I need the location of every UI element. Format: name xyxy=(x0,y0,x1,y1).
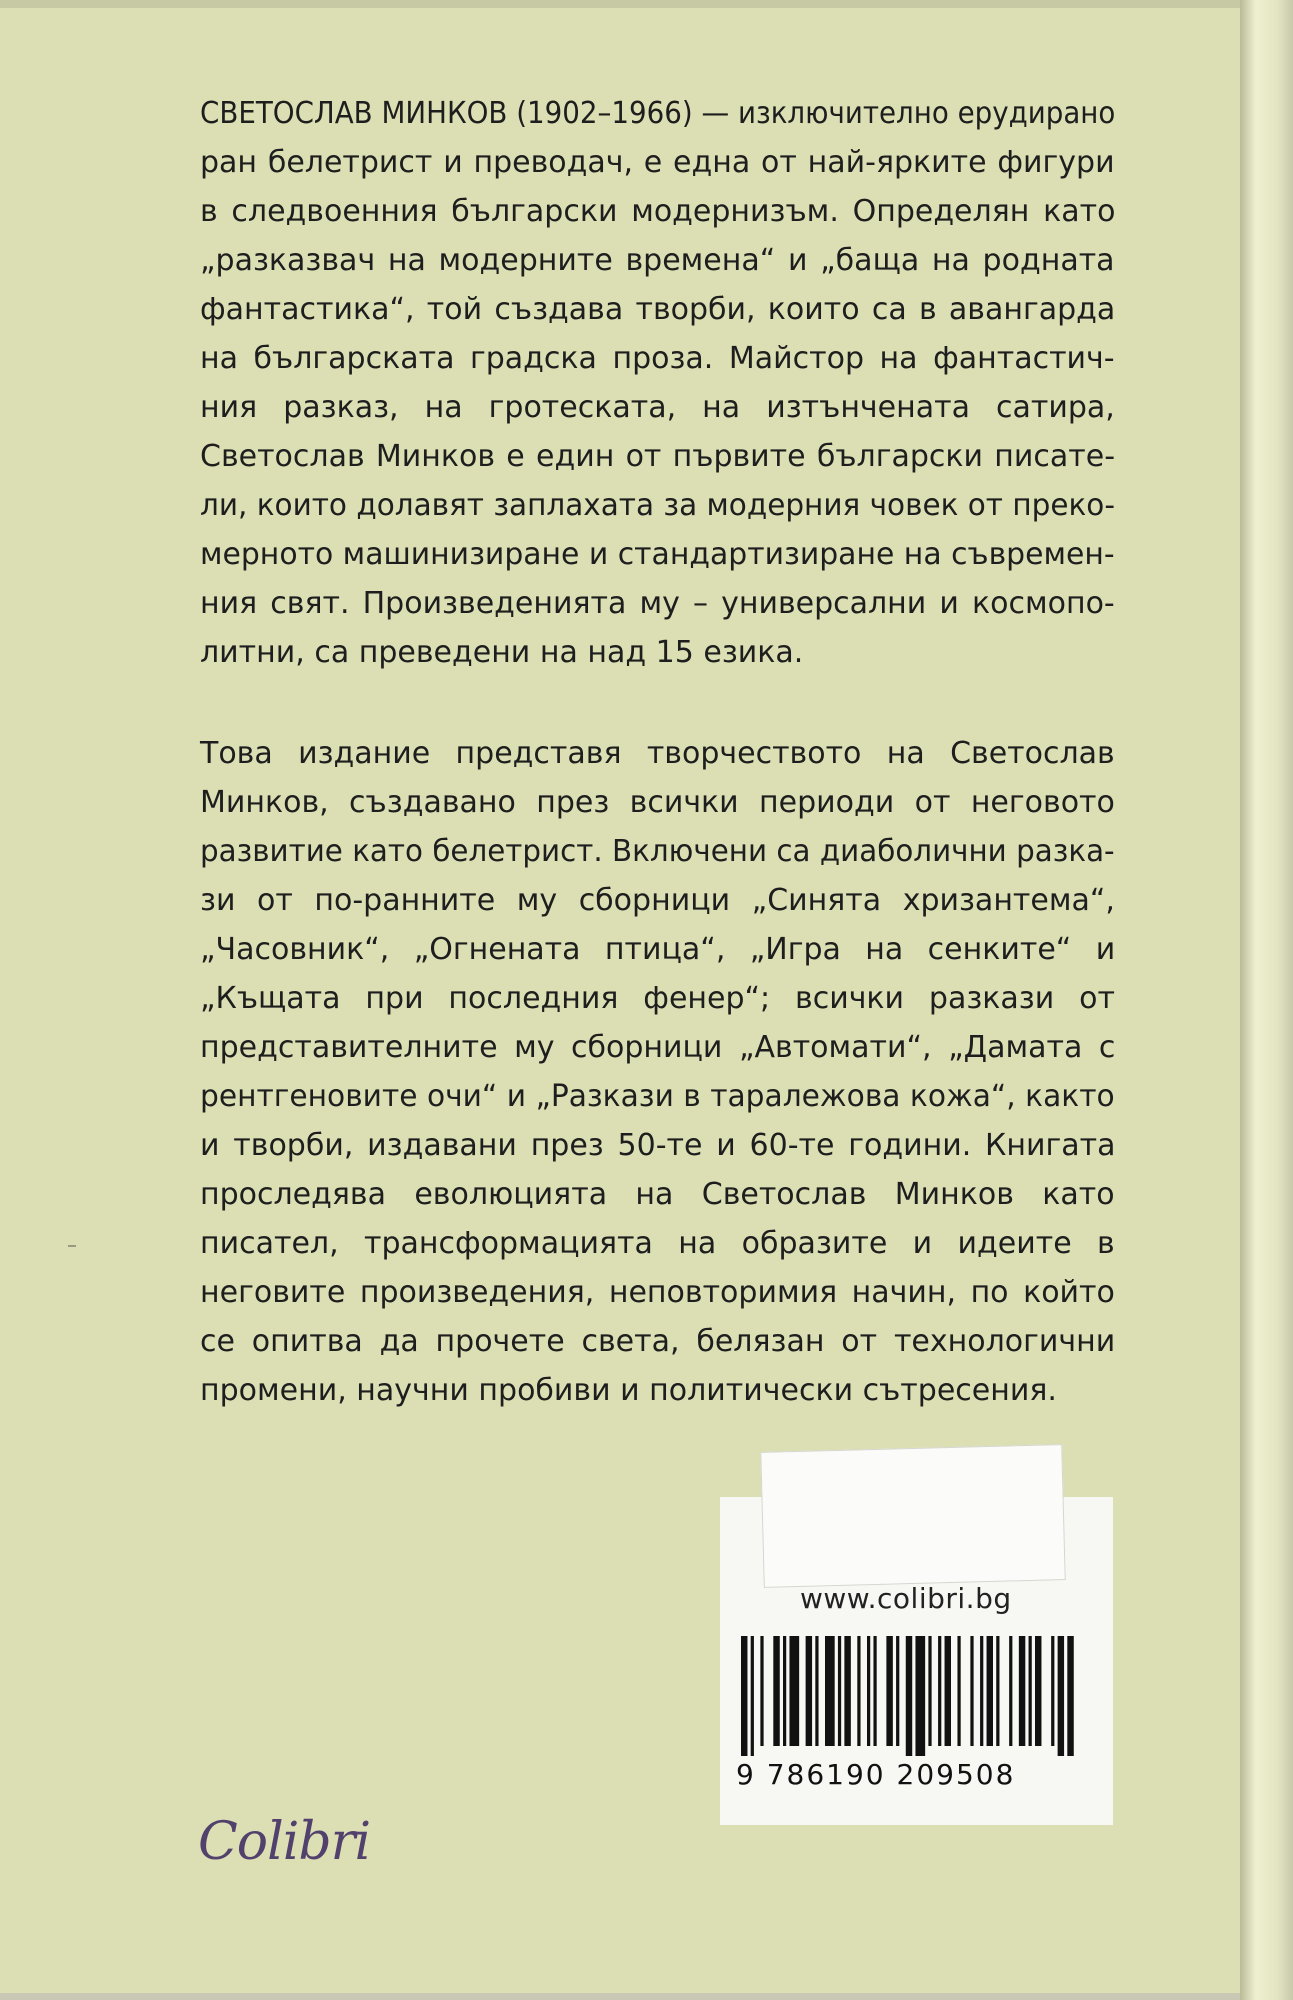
barcode-bar xyxy=(773,1636,779,1746)
bio-line: „разказвач на модерните времена“ и „баща на родната xyxy=(200,243,1115,278)
description-line: рентгеновите очи“ и „Разкази в таралежова кожа“, както xyxy=(200,1079,1115,1114)
barcode-bar xyxy=(1019,1636,1025,1746)
barcode-bar xyxy=(1067,1636,1073,1756)
description-line: промени, научни пробиви и политически сътресения. xyxy=(200,1373,1057,1408)
description-line: „Часовник“, „Огнената птица“, „Игра на сенките“ и xyxy=(200,932,1116,967)
barcode-bar xyxy=(815,1636,818,1746)
description-line: се опитва да прочете света, белязан от технологични xyxy=(200,1324,1116,1359)
barcode-bar xyxy=(789,1636,799,1746)
barcode-bar xyxy=(957,1636,960,1746)
barcode-bar xyxy=(806,1636,812,1746)
bio-line: мерното машинизиране и стандартизиране на съвремен- xyxy=(200,537,1115,572)
bio-line: ния разказ, на гротеската, на изтънчената сатира, xyxy=(200,390,1115,425)
barcode-bar xyxy=(857,1636,860,1746)
description-line: представителните му сборници „Автомати“, „Дамата с xyxy=(200,1030,1116,1065)
price-sticker xyxy=(760,1444,1065,1588)
barcode-bar xyxy=(970,1636,973,1746)
barcode-bar xyxy=(825,1636,835,1746)
bio-line: в следвоенния български модернизъм. Определян като xyxy=(200,194,1116,229)
barcode-bar xyxy=(760,1636,763,1746)
description-line: писател, трансформацията на образите и идеите в xyxy=(200,1226,1115,1261)
barcode-bar xyxy=(867,1636,870,1746)
barcode-bar xyxy=(886,1636,892,1746)
bio-line: СВЕТОСЛАВ МИНКОВ (1902–1966) — изключително ерудирано xyxy=(200,96,1116,131)
barcode-bar xyxy=(873,1636,876,1746)
bio-line: ния свят. Произведенията му – универсални и космопо- xyxy=(200,586,1115,621)
barcode-bar xyxy=(783,1636,786,1746)
isbn-barcode xyxy=(741,1636,1077,1756)
barcode-bar xyxy=(741,1636,747,1756)
bio-line: литни, са преведени на над 15 езика. xyxy=(200,635,804,670)
description-line: и творби, издавани през 50-те и 60-те години. Книгата xyxy=(200,1128,1116,1163)
description-line: развитие като белетрист. Включени са диаболични разка- xyxy=(200,834,1115,869)
bio-line: Светослав Минков е един от първите български писате- xyxy=(200,439,1116,474)
barcode-bar xyxy=(751,1636,754,1756)
description-line: зи от по-ранните му сборници „Синята хризантема“, xyxy=(200,883,1115,918)
description-line: проследява еволюцията на Светослав Минков като xyxy=(200,1177,1115,1212)
bio-line: ли, които долавят заплахата за модерния човек от преко- xyxy=(200,488,1115,523)
isbn-number: 9 786190 209508 xyxy=(736,1758,1016,1791)
barcode-bar xyxy=(996,1636,999,1746)
barcode-bar xyxy=(945,1636,951,1746)
description-line: „Къщата при последния фенер“; всички разкази от xyxy=(200,981,1115,1016)
publisher-logo: Colibri xyxy=(198,1812,371,1872)
bio-line: на българската градска проза. Майстор на фантастич- xyxy=(200,341,1115,376)
barcode-bar xyxy=(987,1636,993,1746)
bio-line: фантастика“, той създава творби, които са в авангарда xyxy=(200,292,1116,327)
barcode-bar xyxy=(915,1636,925,1756)
description-line: Това издание представя творчеството на Светослав xyxy=(200,736,1115,771)
barcode-bar xyxy=(1058,1636,1064,1756)
barcode-bar xyxy=(896,1636,899,1746)
barcode-bar xyxy=(1051,1636,1054,1746)
book-page-edge xyxy=(1240,0,1293,2000)
barcode-bar xyxy=(1029,1636,1032,1746)
cover-top-edge xyxy=(0,0,1240,8)
barcode-bar xyxy=(906,1636,912,1756)
barcode-bar xyxy=(980,1636,983,1746)
bio-line: ран белетрист и преводач, е една от най-ярките фигури xyxy=(200,145,1115,180)
barcode-bar xyxy=(844,1636,850,1746)
barcode-bar xyxy=(838,1636,841,1746)
publisher-website: www.colibri.bg xyxy=(800,1582,1012,1615)
barcode-bar xyxy=(928,1636,931,1746)
barcode-bar xyxy=(1009,1636,1012,1746)
description-line: неговите произведения, неповторимия начин, по който xyxy=(200,1275,1115,1310)
barcode-bar xyxy=(938,1636,941,1746)
cover-speck xyxy=(68,1245,76,1247)
barcode-bar xyxy=(1035,1636,1041,1746)
description-line: Минков, създавано през всички периоди от неговото xyxy=(200,785,1115,820)
